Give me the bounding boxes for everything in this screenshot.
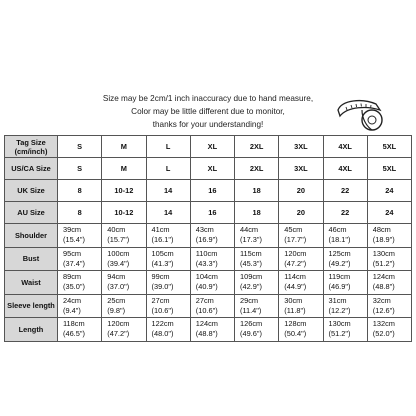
inch-value: (51.2") xyxy=(328,329,351,339)
inch-value: (39.4") xyxy=(107,258,130,268)
row-header: Bust xyxy=(5,247,58,271)
size-cell: 2XL xyxy=(235,136,279,158)
inch-value: (11.8") xyxy=(284,305,306,315)
inch-value: (42.9") xyxy=(240,282,262,292)
cm-value: 24cm xyxy=(63,295,82,305)
inch-value: (48.0") xyxy=(151,329,174,339)
measurement-cell xyxy=(190,294,234,318)
cm-value: 25cm xyxy=(107,295,126,305)
size-cell: 10-12 xyxy=(102,202,146,224)
size-cell: 22 xyxy=(323,180,367,202)
measurement-row xyxy=(5,318,412,342)
cm-value: 48cm xyxy=(372,225,391,235)
size-cell: XL xyxy=(190,158,234,180)
measurement-cell xyxy=(323,318,367,342)
inch-value: (47.2") xyxy=(284,258,307,268)
cm-value: 89cm xyxy=(63,272,82,282)
size-cell: 4XL xyxy=(323,158,367,180)
size-cell: L xyxy=(146,158,190,180)
notice-line-3: thanks for your understanding! xyxy=(152,120,264,129)
size-cell: 24 xyxy=(367,180,411,202)
size-cell: 16 xyxy=(190,202,234,224)
inch-value: (16.9") xyxy=(195,235,218,245)
cm-value: 114cm xyxy=(284,272,306,282)
measurement-cell xyxy=(146,294,190,318)
measurement-cell xyxy=(58,294,102,318)
cm-value: 40cm xyxy=(107,225,126,235)
inch-value: (43.3") xyxy=(195,258,218,268)
size-cell: 8 xyxy=(58,180,102,202)
cm-value: 122cm xyxy=(151,319,174,329)
inch-value: (17.7") xyxy=(284,235,307,245)
size-table xyxy=(4,135,412,342)
measurement-cell xyxy=(190,247,234,271)
inch-value: (52.0") xyxy=(372,329,395,339)
size-cell: 8 xyxy=(58,202,102,224)
inch-value: (9.8") xyxy=(107,305,126,315)
measurement-cell xyxy=(323,271,367,295)
cm-value: 109cm xyxy=(240,272,263,282)
cm-value: 46cm xyxy=(328,225,347,235)
cm-value: 100cm xyxy=(107,248,130,258)
measurement-cell xyxy=(279,247,323,271)
row-header: Sleeve length xyxy=(5,294,58,318)
size-cell: 20 xyxy=(279,202,323,224)
measurement-cell xyxy=(367,247,411,271)
measurement-cell xyxy=(367,224,411,248)
row-header: Tag Size (cm/inch) xyxy=(5,136,58,158)
size-cell: 5XL xyxy=(367,136,411,158)
measurement-cell xyxy=(367,294,411,318)
measurement-cell xyxy=(235,271,279,295)
inch-value: (9.4") xyxy=(63,305,81,315)
size-cell: M xyxy=(102,136,146,158)
inch-value: (12.6") xyxy=(372,305,395,315)
measurement-row xyxy=(5,294,412,318)
measurement-cell xyxy=(58,247,102,271)
inch-value: (39.0") xyxy=(151,282,174,292)
notice-line-2: Color may be little different due to monitor, xyxy=(131,107,285,116)
size-cell: 22 xyxy=(323,202,367,224)
inch-value: (49.6") xyxy=(240,329,262,339)
inch-value: (37.0") xyxy=(107,282,130,292)
row-header: AU Size xyxy=(5,202,58,224)
cm-value: 110cm xyxy=(195,248,218,258)
cm-value: 105cm xyxy=(151,248,174,258)
measurement-cell xyxy=(102,294,146,318)
inch-value: (48.8") xyxy=(372,282,395,292)
measurement-cell xyxy=(102,271,146,295)
size-cell: S xyxy=(58,158,102,180)
size-cell: 5XL xyxy=(367,158,411,180)
size-cell: 4XL xyxy=(323,136,367,158)
inch-value: (10.6") xyxy=(195,305,218,315)
cm-value: 27cm xyxy=(195,295,214,305)
size-label-row xyxy=(5,180,412,202)
cm-value: 125cm xyxy=(328,248,351,258)
cm-value: 45cm xyxy=(284,225,303,235)
cm-value: 104cm xyxy=(195,272,218,282)
row-header: Waist xyxy=(5,271,58,295)
size-label-row xyxy=(5,136,412,158)
cm-value: 95cm xyxy=(63,248,82,258)
measurement-cell xyxy=(323,224,367,248)
size-cell: 16 xyxy=(190,180,234,202)
measurement-cell xyxy=(279,224,323,248)
inch-value: (49.2") xyxy=(328,258,351,268)
cm-value: 126cm xyxy=(240,319,263,329)
inch-value: (15.4") xyxy=(63,235,85,245)
row-header: US/CA Size xyxy=(5,158,58,180)
inch-value: (45.3") xyxy=(240,258,262,268)
cm-value: 31cm xyxy=(328,295,347,305)
measurement-cell xyxy=(58,224,102,248)
cm-value: 120cm xyxy=(284,248,307,258)
measurement-cell xyxy=(190,318,234,342)
size-cell: 14 xyxy=(146,202,190,224)
inch-value: (11.4") xyxy=(240,305,262,315)
inch-value: (15.7") xyxy=(107,235,130,245)
measurement-cell xyxy=(235,224,279,248)
inch-value: (18.1") xyxy=(328,235,351,245)
cm-value: 124cm xyxy=(195,319,218,329)
measurement-cell xyxy=(279,294,323,318)
cm-value: 41cm xyxy=(151,225,170,235)
inch-value: (46.9") xyxy=(328,282,351,292)
measurement-cell xyxy=(323,247,367,271)
cm-value: 39cm xyxy=(63,225,82,235)
measurement-cell xyxy=(190,224,234,248)
cm-value: 130cm xyxy=(328,319,351,329)
cm-value: 124cm xyxy=(372,272,395,282)
cm-value: 130cm xyxy=(372,248,395,258)
measurement-cell xyxy=(146,271,190,295)
size-cell: L xyxy=(146,136,190,158)
cm-value: 43cm xyxy=(195,225,214,235)
inch-value: (35.0") xyxy=(63,282,85,292)
measurement-row xyxy=(5,224,412,248)
measurement-cell xyxy=(235,247,279,271)
measurement-cell xyxy=(235,318,279,342)
size-cell: 24 xyxy=(367,202,411,224)
measurement-cell xyxy=(279,271,323,295)
inch-value: (37.4") xyxy=(63,258,85,268)
size-cell: 18 xyxy=(235,202,279,224)
measurement-cell xyxy=(58,271,102,295)
cm-value: 115cm xyxy=(240,248,262,258)
cm-value: 128cm xyxy=(284,319,307,329)
row-header: Shoulder xyxy=(5,224,58,248)
measurement-cell xyxy=(146,318,190,342)
measurement-cell xyxy=(323,294,367,318)
size-cell: 2XL xyxy=(235,158,279,180)
inch-value: (10.6") xyxy=(151,305,174,315)
notice-line-1: Size may be 2cm/1 inch inaccuracy due to hand measure, xyxy=(102,94,314,103)
measurement-row xyxy=(5,271,412,295)
measurement-cell xyxy=(102,318,146,342)
inch-value: (50.4") xyxy=(284,329,307,339)
size-cell: 20 xyxy=(279,180,323,202)
measurement-cell xyxy=(235,294,279,318)
measurement-cell xyxy=(367,318,411,342)
size-cell: S xyxy=(58,136,102,158)
measurement-row xyxy=(5,247,412,271)
inch-value: (48.8") xyxy=(195,329,218,339)
size-cell: XL xyxy=(190,136,234,158)
row-header: UK Size xyxy=(5,180,58,202)
measurement-cell xyxy=(102,247,146,271)
size-cell: 10-12 xyxy=(102,180,146,202)
cm-value: 119cm xyxy=(328,272,351,282)
size-cell: 3XL xyxy=(279,136,323,158)
cm-value: 27cm xyxy=(151,295,170,305)
row-header: Length xyxy=(5,318,58,342)
size-cell: 18 xyxy=(235,180,279,202)
inch-value: (47.2") xyxy=(107,329,130,339)
size-label-row xyxy=(5,202,412,224)
measurement-cell xyxy=(279,318,323,342)
cm-value: 44cm xyxy=(240,225,259,235)
size-cell: 14 xyxy=(146,180,190,202)
cm-value: 32cm xyxy=(372,295,391,305)
inch-value: (12.2") xyxy=(328,305,351,315)
measurement-cell xyxy=(190,271,234,295)
size-cell: M xyxy=(102,158,146,180)
measurement-cell xyxy=(146,224,190,248)
size-cell: 3XL xyxy=(279,158,323,180)
inch-value: (46.5") xyxy=(63,329,85,339)
inch-value: (16.1") xyxy=(151,235,174,245)
inch-value: (44.9") xyxy=(284,282,307,292)
cm-value: 99cm xyxy=(151,272,170,282)
measuring-tape-icon xyxy=(332,96,384,136)
measurement-cell xyxy=(367,271,411,295)
measurement-cell xyxy=(146,247,190,271)
inch-value: (51.2") xyxy=(372,258,395,268)
cm-value: 94cm xyxy=(107,272,126,282)
cm-value: 132cm xyxy=(372,319,395,329)
cm-value: 120cm xyxy=(107,319,130,329)
inch-value: (41.3") xyxy=(151,258,174,268)
cm-value: 118cm xyxy=(63,319,85,329)
cm-value: 29cm xyxy=(240,295,259,305)
measurement-cell xyxy=(102,224,146,248)
inch-value: (40.9") xyxy=(195,282,218,292)
size-label-row xyxy=(5,158,412,180)
inch-value: (17.3") xyxy=(240,235,262,245)
measurement-cell xyxy=(58,318,102,342)
inch-value: (18.9") xyxy=(372,235,395,245)
cm-value: 30cm xyxy=(284,295,303,305)
